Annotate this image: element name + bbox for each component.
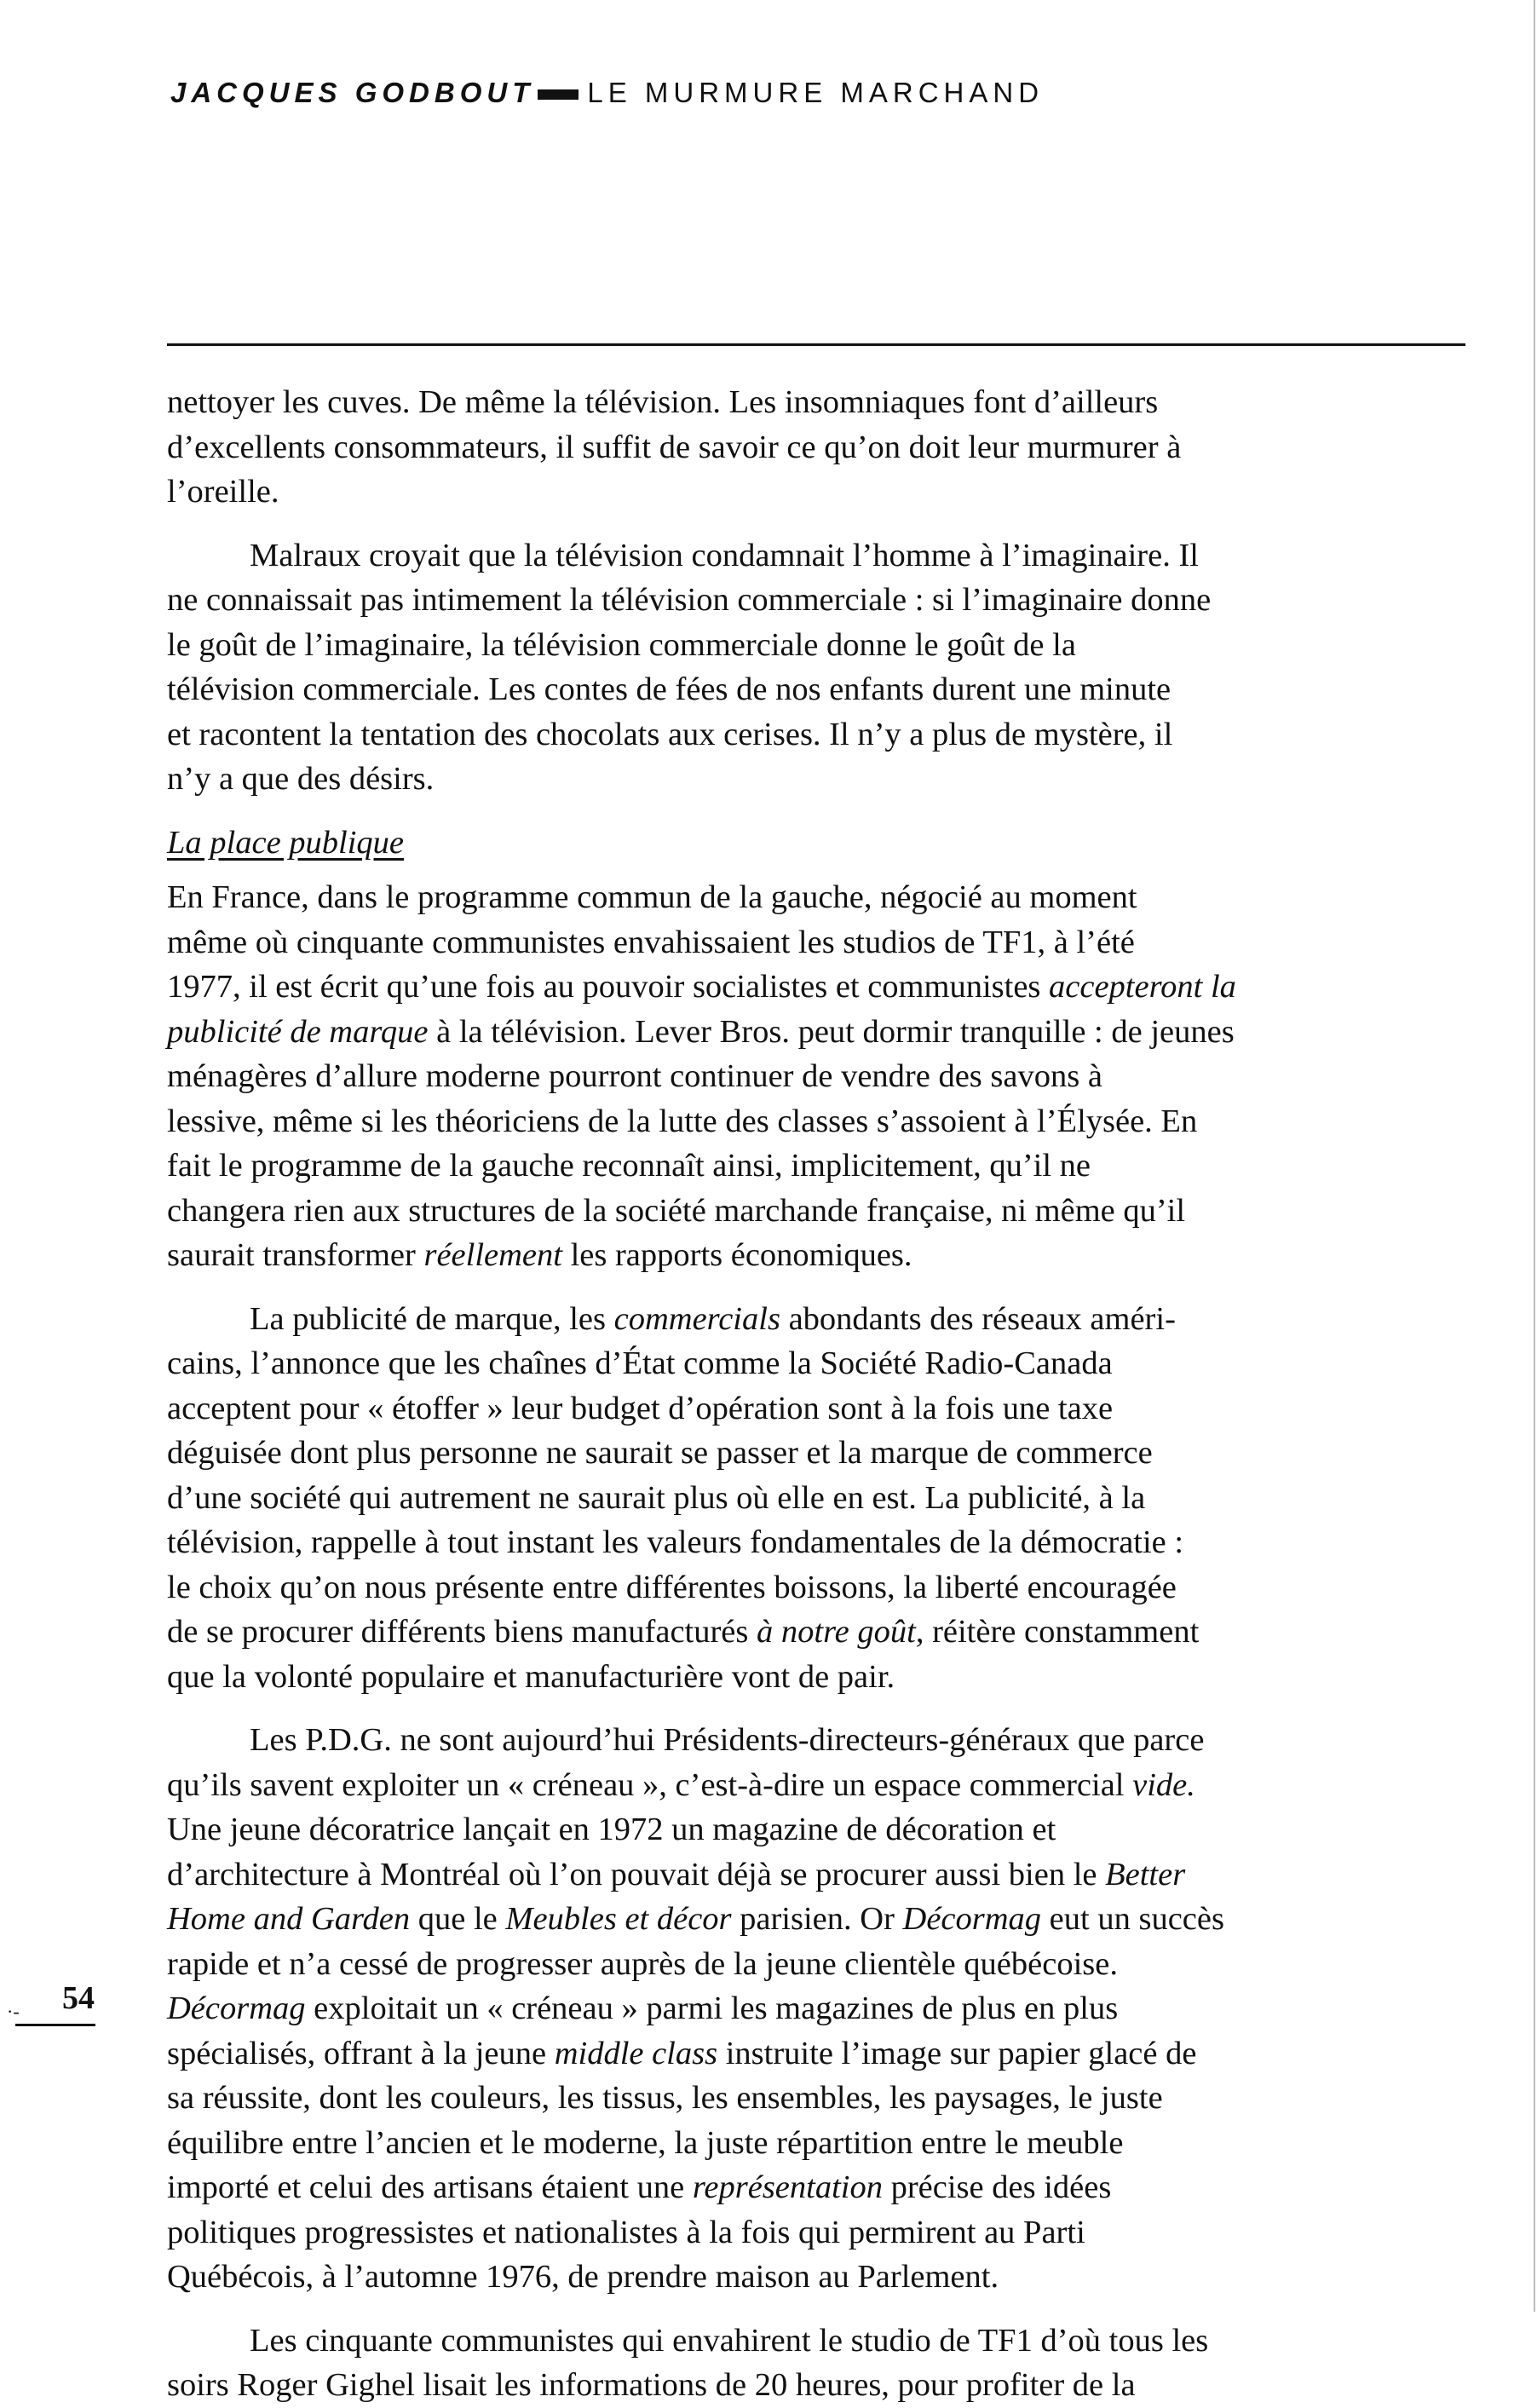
text-line: fait le programme de la gauche reconnaît ainsi, implicitement, qu’il ne — [167, 1148, 1091, 1184]
text-line: importé et celui des artisans étaient une représentation précise des idées — [167, 2169, 1112, 2205]
page-number: 54 — [62, 1980, 95, 2016]
text-line: soirs Roger Gighel lisait les informations de 20 heures, pour profiter de la — [167, 2367, 1136, 2403]
text-line: Décormag exploitait un « créneau » parmi les magazines de plus en plus — [167, 1990, 1119, 2026]
text-line: et racontent la tentation des chocolats aux cerises. Il n’y a plus de mystère, il — [167, 716, 1173, 752]
text-line: Les cinquante communistes qui envahirent le studio de TF1 d’où tous les — [250, 2322, 1209, 2359]
text-line: télévision, rappelle à tout instant les valeurs fondamentales de la démocratie : — [167, 1524, 1184, 1560]
text-line: le choix qu’on nous présente entre différentes boissons, la liberté encouragée — [167, 1569, 1177, 1605]
text-line: équilibre entre l’ancien et le moderne, la juste répartition entre le meuble — [167, 2124, 1124, 2161]
text-line: l’oreille. — [167, 474, 279, 510]
text-line: même où cinquante communistes envahissaient les studios de TF1, à l’été — [167, 924, 1135, 960]
text-line: le goût de l’imaginaire, la télévision commerciale donne le goût de la — [167, 626, 1076, 663]
text-line: ménagères d’allure moderne pourront continuer de vendre des savons à — [167, 1058, 1102, 1094]
text-line: cains, l’annonce que les chaînes d’État comme la Société Radio-Canada — [167, 1345, 1113, 1381]
text-line: 1977, il est écrit qu’une fois au pouvoir socialistes et communistes accepteront la — [167, 969, 1236, 1005]
text-line: Une jeune décoratrice lançait en 1972 un magazine de décoration et — [167, 1812, 1056, 1847]
text-line: En France, dans le programme commun de la gauche, négocié au moment — [167, 879, 1137, 915]
text-line: Québécois, à l’automne 1976, de prendre maison au Parlement. — [167, 2259, 999, 2295]
section-heading: La place publique — [167, 824, 405, 861]
text-line: Malraux croyait que la télévision condamnait l’homme à l’imaginaire. Il — [250, 537, 1199, 573]
page-edge — [1534, 0, 1535, 2312]
text-line: La publicité de marque, les commercials abondants des réseaux améri- — [250, 1300, 1176, 1337]
body-text — [167, 380, 1465, 2408]
text-line: qu’ils savent exploiter un « créneau », c’est-à-dire un espace commercial vide. — [167, 1766, 1195, 1803]
text-line: Les P.D.G. ne sont aujourd’hui Présidents-directeurs-généraux que parce — [250, 1722, 1205, 1758]
text-line: acceptent pour « étoffer » leur budget d’opération sont à la fois une taxe — [167, 1390, 1114, 1426]
text-line: ne connaissait pas intimement la télévision commerciale : si l’imaginaire donne — [167, 582, 1212, 618]
text-line: télévision commerciale. Les contes de fées de nos enfants durent une minute — [167, 671, 1171, 707]
text-line: n’y a que des désirs. — [167, 761, 435, 797]
header-rule — [167, 343, 1465, 346]
text-line: d’excellents consommateurs, il suffit de savoir ce qu’on doit leur murmurer à — [167, 429, 1182, 465]
running-head — [170, 78, 1044, 107]
text-line: saurait transformer réellement les rapports économiques. — [167, 1237, 912, 1273]
text-line: nettoyer les cuves. De même la télévision. Les insomniaques font d’ailleurs — [167, 384, 1159, 420]
text-line: de se procurer différents biens manufacturés à notre goût, réitère constamment — [167, 1614, 1200, 1650]
text-line: sa réussite, dont les couleurs, les tissus, les ensembles, les paysages, le juste — [167, 2080, 1163, 2116]
margin-mark: ·- — [7, 2001, 20, 2022]
text-line: spécialisés, offrant à la jeune middle class instruite l’image sur papier glacé de — [167, 2035, 1197, 2071]
text-line: déguisée dont plus personne ne saurait se passer et la marque de commerce — [167, 1435, 1153, 1471]
text-line: publicité de marque à la télévision. Lever Bros. peut dormir tranquille : de jeunes — [167, 1013, 1235, 1050]
text-line: changera rien aux structures de la société marchande française, ni même qu’il — [167, 1192, 1186, 1229]
text-line: lessive, même si les théoriciens de la lutte des classes s’assoient à l’Élysée. En — [167, 1103, 1198, 1139]
text-line: Home and Garden que le Meubles et décor parisien. Or Décormag eut un succès — [167, 1901, 1224, 1937]
text-line: d’architecture à Montréal où l’on pouvait déjà se procurer aussi bien le Better — [167, 1856, 1186, 1892]
text-line: politiques progressistes et nationalistes à la fois qui permirent au Parti — [167, 2214, 1085, 2250]
text-line: d’une société qui autrement ne saurait plus où elle en est. La publicité, à la — [167, 1479, 1146, 1516]
running-head-author: JACQUES GODBOUT — [170, 77, 535, 108]
text-line: rapide et n’a cessé de progresser auprès de la jeune clientèle québécoise. — [167, 1945, 1118, 1982]
running-head-separator — [538, 89, 579, 100]
text-line: que la volonté populaire et manufacturière vont de pair. — [167, 1658, 895, 1695]
page-number-rule — [15, 2024, 95, 2026]
running-head-title: LE MURMURE MARCHAND — [587, 77, 1045, 108]
